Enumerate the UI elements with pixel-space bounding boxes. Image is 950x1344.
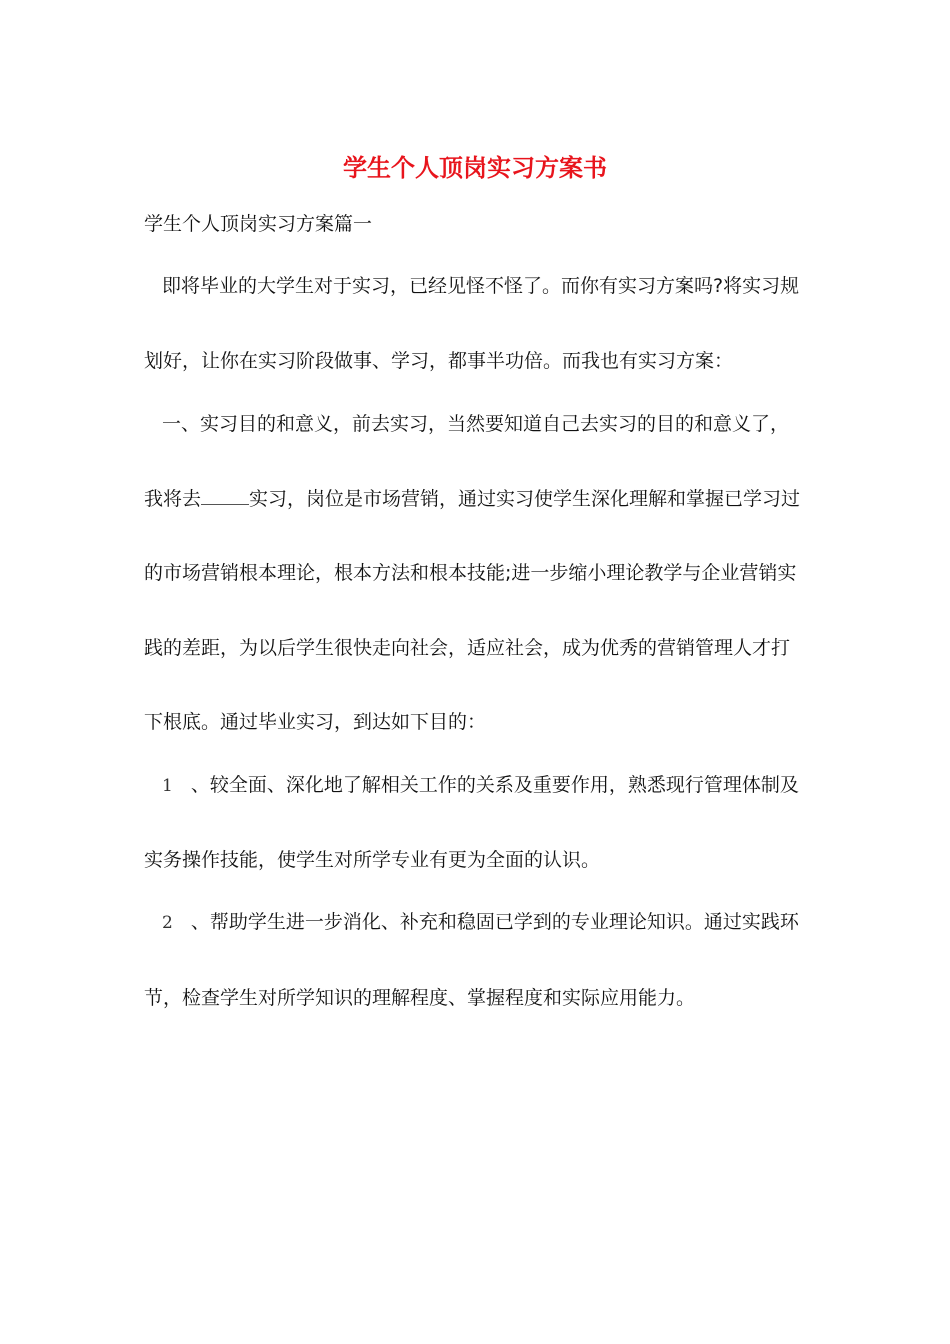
paragraph-1-line-2: 划好，让你在实习阶段做事、学习，都事半功倍。而我也有实习方案： bbox=[144, 350, 734, 372]
paragraph-2-line-2 bbox=[144, 484, 800, 514]
list-item-1-line-1 bbox=[162, 770, 799, 801]
paragraph-2-line-2-end: 实习，岗位是市场营销，通过实习使学生深化理解和掌握已学习过 bbox=[249, 488, 801, 510]
paragraph-1-line-1: 即将毕业的大学生对于实习，已经见怪不怪了。而你有实习方案吗?将实习规 bbox=[162, 275, 800, 297]
list-item-2-text: 、帮助学生进一步消化、补充和稳固已学到的专业理论知识。通过实践环 bbox=[190, 911, 799, 933]
list-item-1-number: 1 bbox=[162, 776, 173, 796]
fill-in-blank bbox=[201, 486, 249, 505]
section-heading: 学生个人顶岗实习方案篇一 bbox=[144, 213, 373, 235]
list-item-2-number: 2 bbox=[162, 913, 173, 933]
list-item-1-text: 、较全面、深化地了解相关工作的关系及重要作用，熟悉现行管理体制及 bbox=[190, 774, 799, 796]
list-item-2-line-1 bbox=[162, 907, 799, 938]
paragraph-2-line-3: 的市场营销根本理论，根本方法和根本技能;进一步缩小理论教学与企业营销实 bbox=[144, 562, 797, 584]
paragraph-2-line-5: 下根底。通过毕业实习，到达如下目的： bbox=[144, 711, 487, 733]
document-title: 学生个人顶岗实习方案书 bbox=[343, 153, 607, 182]
list-item-1-line-2: 实务操作技能，使学生对所学专业有更为全面的认识。 bbox=[144, 849, 601, 871]
paragraph-2-line-4: 践的差距，为以后学生很快走向社会，适应社会，成为优秀的营销管理人才打 bbox=[144, 637, 791, 659]
paragraph-2-line-1: 一、实习目的和意义，前去实习，当然要知道自己去实习的目的和意义了， bbox=[162, 413, 790, 435]
paragraph-2-line-2-start: 我将去 bbox=[144, 488, 202, 510]
list-item-2-line-2: 节，检查学生对所学知识的理解程度、掌握程度和实际应用能力。 bbox=[144, 987, 696, 1009]
